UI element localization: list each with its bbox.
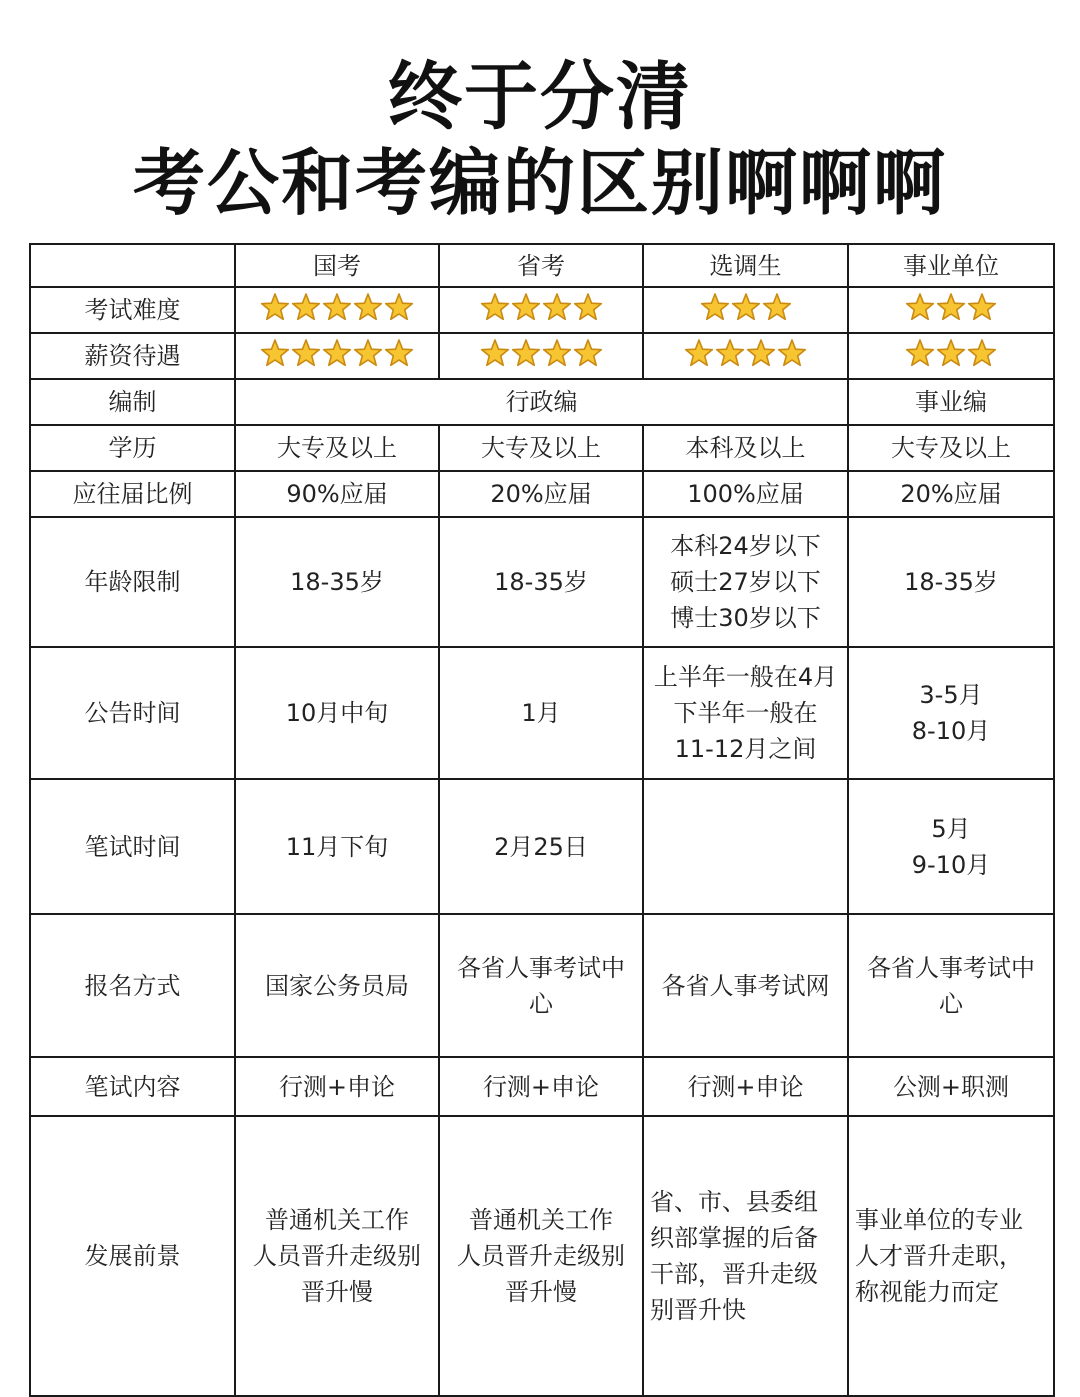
table-row-prospect — [30, 1116, 1054, 1396]
cell-line: 晋升慢 — [505, 1278, 577, 1306]
row-label-content: 笔试内容 — [30, 1057, 235, 1116]
star-icon — [700, 292, 730, 322]
table-cell — [848, 914, 1054, 1057]
row-label-age: 年龄限制 — [30, 517, 235, 647]
table-cell: 90%应届 — [235, 471, 439, 517]
star-icon — [746, 338, 776, 368]
table-cell: 10月中旬 — [235, 647, 439, 779]
cell-line: 5月 — [931, 814, 971, 843]
table-cell: 大专及以上 — [848, 425, 1054, 471]
star-rating — [905, 289, 997, 325]
table-cell — [848, 1116, 1054, 1396]
header-row — [30, 244, 1054, 287]
star-icon — [936, 338, 966, 368]
table-row-content — [30, 1057, 1054, 1116]
table-cell: 行测+申论 — [439, 1057, 643, 1116]
table-cell: 行测+申论 — [235, 1057, 439, 1116]
row-label-signup: 报名方式 — [30, 914, 235, 1057]
star-rating — [260, 335, 414, 371]
cell-line: 8-10月 — [911, 717, 991, 745]
row-label-prospect: 发展前景 — [30, 1116, 235, 1396]
difficulty-guokao — [235, 287, 439, 333]
star-icon — [384, 338, 414, 368]
table-cell: 1月 — [439, 647, 643, 779]
difficulty-shiyedanwei — [848, 287, 1054, 333]
header-shiyedanwei: 事业单位 — [848, 244, 1054, 287]
bianzhi-shiyedanwei: 事业编 — [848, 379, 1054, 425]
table-row-education — [30, 425, 1054, 471]
cell-line: 本科24岁以下 — [670, 532, 821, 560]
table-cell: 大专及以上 — [235, 425, 439, 471]
row-label-difficulty: 考试难度 — [30, 287, 235, 333]
cell-line: 干部，晋升走级 — [650, 1260, 818, 1288]
page-title-line-2: 考公和考编的区别啊啊啊 — [132, 141, 947, 225]
table-cell: 公测+职测 — [848, 1057, 1054, 1116]
table-cell: 大专及以上 — [439, 425, 643, 471]
table-cell: 国家公务员局 — [235, 914, 439, 1057]
row-label-exam-time: 笔试时间 — [30, 779, 235, 914]
comparison-table — [29, 243, 1055, 1397]
table-row-salary — [30, 333, 1054, 379]
cell-line: 各省人事考试中 — [867, 953, 1035, 982]
star-rating — [905, 335, 997, 371]
star-icon — [260, 338, 290, 368]
cell-line: 普通机关工作 — [265, 1206, 409, 1234]
star-icon — [260, 292, 290, 322]
cell-line: 称视能力而定 — [855, 1278, 999, 1306]
cell-line: 博士30岁以下 — [670, 604, 821, 632]
header-shengkao: 省考 — [439, 244, 643, 287]
star-rating — [480, 335, 603, 371]
cell-line: 普通机关工作 — [469, 1206, 613, 1234]
table-cell: 20%应届 — [439, 471, 643, 517]
star-rating — [480, 289, 603, 325]
star-icon — [480, 338, 510, 368]
row-label-salary: 薪资待遇 — [30, 333, 235, 379]
star-icon — [353, 292, 383, 322]
cell-line: 上半年一般在4月 — [653, 663, 838, 691]
star-icon — [777, 338, 807, 368]
cell-line: 9-10月 — [911, 850, 991, 879]
star-icon — [322, 338, 352, 368]
difficulty-shengkao — [439, 287, 643, 333]
table-cell-empty — [643, 779, 848, 914]
cell-line: 别晋升快 — [650, 1296, 746, 1324]
page-title-line-1: 终于分清 — [388, 54, 692, 140]
table-cell: 11月下旬 — [235, 779, 439, 914]
star-rating — [700, 289, 792, 325]
star-icon — [322, 292, 352, 322]
table-cell: 2月25日 — [439, 779, 643, 914]
star-icon — [905, 338, 935, 368]
star-icon — [684, 338, 714, 368]
salary-xuandiaosheng — [643, 333, 848, 379]
table-row-ratio — [30, 471, 1054, 517]
salary-shengkao — [439, 333, 643, 379]
header-corner-cell — [30, 244, 235, 287]
table-cell: 18-35岁 — [848, 517, 1054, 647]
row-label-ratio: 应往届比例 — [30, 471, 235, 517]
cell-line: 人员晋升走级别 — [253, 1242, 421, 1270]
star-icon — [936, 292, 966, 322]
row-label-education: 学历 — [30, 425, 235, 471]
cell-line: 人才晋升走职， — [855, 1242, 1023, 1270]
row-label-announce: 公告时间 — [30, 647, 235, 779]
star-icon — [353, 338, 383, 368]
star-icon — [715, 338, 745, 368]
star-icon — [542, 338, 572, 368]
salary-shiyedanwei — [848, 333, 1054, 379]
star-icon — [291, 292, 321, 322]
bianzhi-merged-cell: 行政编 — [235, 379, 848, 425]
star-icon — [905, 292, 935, 322]
star-icon — [573, 292, 603, 322]
table-row-exam-time — [30, 779, 1054, 914]
star-rating — [684, 335, 807, 371]
table-cell — [235, 1116, 439, 1396]
cell-line: 各省人事考试中 — [457, 953, 625, 982]
table-row-age — [30, 517, 1054, 647]
star-icon — [762, 292, 792, 322]
cell-line: 硕士27岁以下 — [670, 568, 821, 596]
table-row-signup — [30, 914, 1054, 1057]
table-cell — [643, 1116, 848, 1396]
cell-line: 下半年一般在 — [673, 699, 818, 727]
cell-line: 心 — [939, 989, 963, 1018]
table-cell — [848, 779, 1054, 914]
table-row-bianzhi — [30, 379, 1054, 425]
table-cell — [439, 1116, 643, 1396]
star-icon — [967, 338, 997, 368]
table-cell: 100%应届 — [643, 471, 848, 517]
table-cell: 18-35岁 — [439, 517, 643, 647]
cell-line: 11-12月之间 — [674, 735, 817, 763]
star-icon — [573, 338, 603, 368]
star-icon — [542, 292, 572, 322]
star-icon — [291, 338, 321, 368]
table-row-announce — [30, 647, 1054, 779]
cell-line: 事业单位的专业 — [855, 1206, 1023, 1234]
table-cell — [643, 517, 848, 647]
star-icon — [511, 292, 541, 322]
star-icon — [731, 292, 761, 322]
star-icon — [967, 292, 997, 322]
table-cell: 18-35岁 — [235, 517, 439, 647]
star-icon — [384, 292, 414, 322]
table-cell: 本科及以上 — [643, 425, 848, 471]
cell-line: 心 — [529, 989, 553, 1018]
table-cell: 20%应届 — [848, 471, 1054, 517]
table-cell — [439, 914, 643, 1057]
table-cell — [848, 647, 1054, 779]
cell-line: 省、市、县委组 — [650, 1188, 818, 1216]
header-xuandiaosheng: 选调生 — [643, 244, 848, 287]
table-cell: 行测+申论 — [643, 1057, 848, 1116]
cell-line: 织部掌握的后备 — [650, 1224, 818, 1252]
cell-line: 3-5月 — [919, 681, 983, 709]
table-cell: 各省人事考试网 — [643, 914, 848, 1057]
star-icon — [480, 292, 510, 322]
cell-line: 晋升慢 — [301, 1278, 373, 1306]
row-label-bianzhi: 编制 — [30, 379, 235, 425]
salary-guokao — [235, 333, 439, 379]
table-row-difficulty — [30, 287, 1054, 333]
cell-line: 人员晋升走级别 — [457, 1242, 625, 1270]
table-cell — [643, 647, 848, 779]
header-guokao: 国考 — [235, 244, 439, 287]
star-icon — [511, 338, 541, 368]
star-rating — [260, 289, 414, 325]
difficulty-xuandiaosheng — [643, 287, 848, 333]
